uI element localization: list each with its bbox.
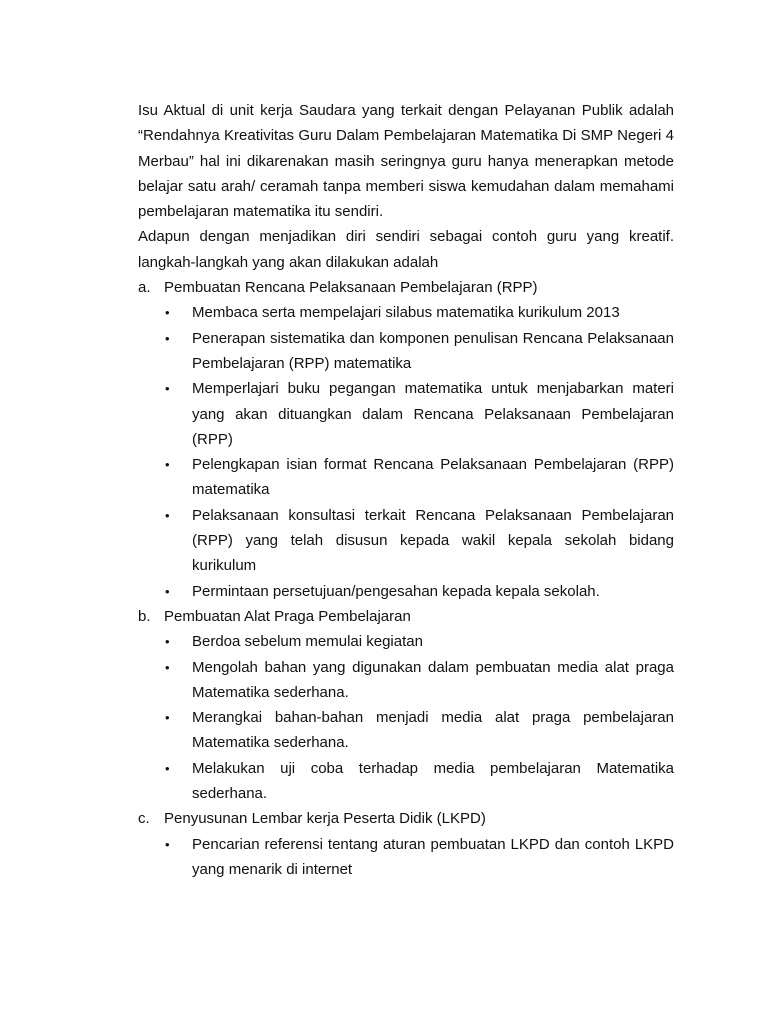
section-c-list	[138, 832, 674, 883]
list-item	[138, 300, 674, 325]
list-item	[138, 629, 674, 654]
intro-paragraph-issue: Isu Aktual di unit kerja Saudara yang terkait dengan Pelayanan Publik adalah “Rendahnya Kreativitas Guru Dalam Pembelajaran Matematika Di SMP Negeri 4 Merbau” hal ini dikarenakan masih seringnya guru hanya menerapkan metode belajar satu arah/ ceramah tanpa memberi siswa kemudahan dalam memahami pembelajaran matematika itu sendiri.	[138, 102, 674, 221]
bullet-icon: •	[165, 836, 170, 852]
section-b-heading	[138, 604, 674, 629]
bullet-icon: •	[165, 330, 170, 346]
list-item-text: Memperlajari buku pegangan matematika untuk menjabarkan materi yang akan dituangkan dalam Rencana Pelaksanaan Pembelajaran (RPP)	[192, 380, 674, 448]
section-letter: a.	[138, 279, 151, 297]
section-letter: c.	[138, 810, 150, 828]
list-item-text: Melakukan uji coba terhadap media pembelajaran Matematika sederhana.	[192, 759, 674, 803]
list-item	[138, 503, 674, 579]
list-item-text: Pencarian referensi tentang aturan pembuatan LKPD dan contoh LKPD yang menarik di internet	[192, 835, 674, 878]
list-item-text: Pelaksanaan konsultasi terkait Rencana Pelaksanaan Pembelajaran (RPP) yang telah disusun kepada wakil kepala sekolah bidang kurikulum	[192, 506, 674, 575]
section-c-heading	[138, 806, 674, 831]
section-title: Penyusunan Lembar kerja Peserta Didik (LKPD)	[164, 810, 486, 828]
list-item-text: Membaca serta mempelajari silabus matematika kurikulum 2013	[192, 304, 620, 322]
list-item	[138, 705, 674, 756]
bullet-icon: •	[165, 381, 170, 397]
list-item	[138, 326, 674, 377]
bullet-icon: •	[165, 457, 170, 473]
list-item	[138, 832, 674, 883]
intro-paragraph-steps: Adapun dengan menjadikan diri sendiri sebagai contoh guru yang kreatif. langkah-langkah yang akan dilakukan adalah	[138, 228, 674, 271]
list-item	[138, 655, 674, 706]
list-item-text: Mengolah bahan yang digunakan dalam pembuatan media alat praga Matematika sederhana.	[192, 658, 674, 701]
list-item	[138, 376, 674, 452]
list-item-text: Pelengkapan isian format Rencana Pelaksanaan Pembelajaran (RPP) matematika	[192, 456, 674, 499]
section-title: Pembuatan Rencana Pelaksanaan Pembelajaran (RPP)	[164, 279, 538, 297]
bullet-icon: •	[165, 583, 170, 599]
list-item	[138, 452, 674, 503]
list-item-text: Berdoa sebelum memulai kegiatan	[192, 633, 423, 651]
bullet-icon: •	[165, 710, 170, 726]
section-title: Pembuatan Alat Praga Pembelajaran	[164, 607, 411, 625]
bullet-icon: •	[165, 507, 170, 523]
list-item-text: Penerapan sistematika dan komponen penulisan Rencana Pelaksanaan Pembelajaran (RPP) matematika	[192, 329, 674, 372]
section-b-list	[138, 629, 674, 806]
bullet-icon: •	[165, 760, 170, 776]
list-item-text: Permintaan persetujuan/pengesahan kepada kepala sekolah.	[192, 582, 600, 600]
list-item-text: Merangkai bahan-bahan menjadi media alat praga pembelajaran Matematika sederhana.	[192, 709, 674, 752]
bullet-icon: •	[165, 659, 170, 675]
section-a-list	[138, 300, 674, 604]
list-item	[138, 756, 674, 807]
bullet-icon: •	[165, 305, 170, 321]
document-page	[138, 98, 674, 882]
section-letter: b.	[138, 607, 151, 625]
bullet-icon: •	[165, 634, 170, 650]
list-item	[138, 579, 674, 604]
section-a-heading	[138, 275, 674, 300]
